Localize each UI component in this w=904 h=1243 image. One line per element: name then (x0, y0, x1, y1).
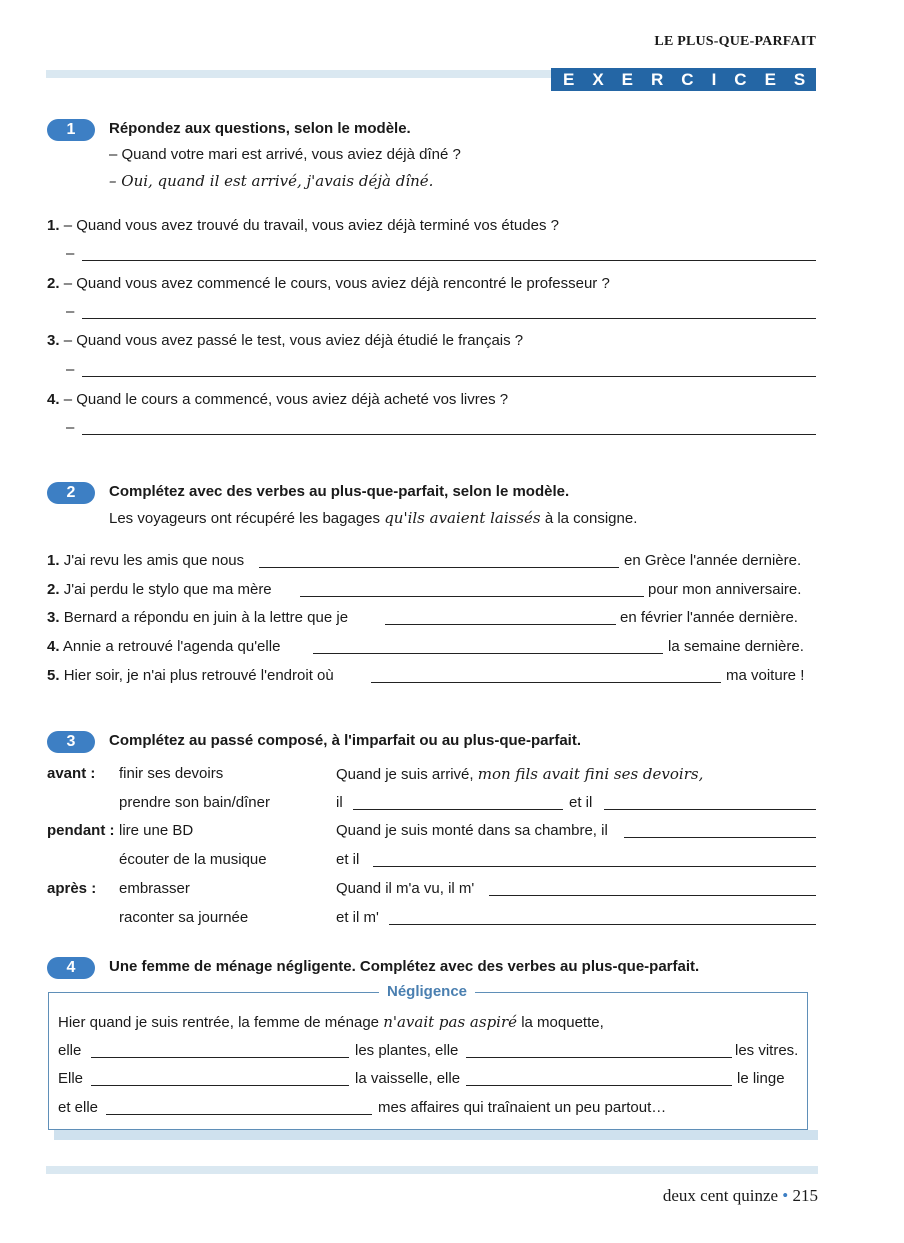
verb-cue: embrasser (119, 880, 190, 897)
answer-dash: – (66, 303, 75, 320)
exercise-4-badge: 4 (47, 957, 95, 979)
answer-dash: – (66, 245, 75, 262)
fill-blank[interactable] (489, 895, 816, 896)
fill-blank[interactable] (466, 1085, 732, 1086)
box-text: la vaisselle, elle (355, 1070, 461, 1087)
exercise-3-badge: 3 (47, 731, 95, 753)
fill-blank[interactable] (385, 624, 616, 625)
fill-blank[interactable] (91, 1085, 349, 1086)
fill-blank[interactable] (604, 809, 816, 810)
fill-blank[interactable] (313, 653, 663, 654)
fill-blank[interactable] (259, 567, 619, 568)
fill-item-end: en Grèce l'année dernière. (624, 552, 802, 569)
verb-cue: écouter de la musique (119, 851, 267, 868)
box-text: Elle (58, 1070, 84, 1087)
exercise-3-instruction: Complétez au passé composé, à l'imparfait ou au plus-que-parfait. (109, 732, 581, 749)
fill-blank[interactable] (371, 682, 721, 683)
box-shadow (54, 1130, 818, 1140)
box-text: le linge (737, 1070, 785, 1087)
fill-item-end: en février l'année dernière. (620, 609, 798, 626)
page-number: 215 (792, 1186, 818, 1205)
fill-item-label: 5. Hier soir, je n'ai plus retrouvé l'endroit où (47, 667, 334, 684)
fill-blank[interactable] (373, 866, 816, 867)
decorative-band (46, 70, 551, 78)
decorative-band (46, 1166, 818, 1174)
box-text: les plantes, elle (355, 1042, 459, 1059)
answer-line[interactable] (82, 260, 816, 261)
verb-cue: prendre son bain/dîner (119, 794, 270, 811)
sentence: Quand je suis arrivé, mon fils avait fini ses devoirs, (336, 765, 704, 783)
fill-item-end: la semaine dernière. (668, 638, 804, 655)
label-apres: après : (47, 880, 97, 897)
fill-blank[interactable] (300, 596, 644, 597)
sentence-start: et il m' (336, 909, 379, 926)
label-pendant: pendant : (47, 822, 115, 839)
page-number-words: deux cent quinze (662, 1186, 779, 1205)
sentence-mid: et il (569, 794, 593, 811)
fill-blank[interactable] (106, 1114, 372, 1115)
footer-bullet: • (782, 1186, 789, 1205)
answer-dash: – (66, 419, 75, 436)
fill-item-end: pour mon anniversaire. (648, 581, 802, 598)
box-text: les vitres. (735, 1042, 799, 1059)
verb-cue: lire une BD (119, 822, 194, 839)
fill-item-label: 2. J'ai perdu le stylo que ma mère (47, 581, 272, 598)
box-text: mes affaires qui traînaient un peu partout… (378, 1099, 667, 1116)
fill-blank[interactable] (91, 1057, 349, 1058)
verb-cue: finir ses devoirs (119, 765, 224, 782)
exercise-1-model-question: – Quand votre mari est arrivé, vous aviez déjà dîné ? (109, 146, 461, 163)
page-running-title: LE PLUS-QUE-PARFAIT (654, 34, 816, 49)
exercise-1-instruction: Répondez aux questions, selon le modèle. (109, 120, 411, 137)
fill-item-label: 1. J'ai revu les amis que nous (47, 552, 245, 569)
exercise-2-badge: 2 (47, 482, 95, 504)
exercise-4-instruction: Une femme de ménage négligente. Complétez avec des verbes au plus-que-parfait. (109, 958, 700, 975)
fill-item-label: 4. Annie a retrouvé l'agenda qu'elle (47, 638, 281, 655)
fill-item-label: 3. Bernard a répondu en juin à la lettre que je (47, 609, 349, 626)
question-item: 1. – Quand vous avez trouvé du travail, vous aviez déjà terminé vos études ? (47, 217, 559, 234)
box-line-1: Hier quand je suis rentrée, la femme de ménage n'avait pas aspiré la moquette, (58, 1013, 604, 1031)
sentence-start: il (336, 794, 343, 811)
box-text: elle (58, 1042, 82, 1059)
answer-line[interactable] (82, 434, 816, 435)
sentence-start: et il (336, 851, 360, 868)
answer-line[interactable] (82, 318, 816, 319)
exercises-banner: EXERCICES (551, 68, 816, 91)
exercise-2-model: Les voyageurs ont récupéré les bagages qu'ils avaient laissés à la consigne. (109, 509, 638, 527)
box-title: Négligence (379, 983, 475, 1001)
fill-item-end: ma voiture ! (726, 667, 805, 684)
fill-blank[interactable] (389, 924, 816, 925)
exercise-1-model-answer: – Oui, quand il est arrivé, j'avais déjà dîné. (109, 172, 434, 190)
fill-blank[interactable] (466, 1057, 732, 1058)
question-item: 2. – Quand vous avez commencé le cours, vous aviez déjà rencontré le professeur ? (47, 275, 610, 292)
sentence-start: Quand il m'a vu, il m' (336, 880, 475, 897)
question-item: 3. – Quand vous avez passé le test, vous aviez déjà étudié le français ? (47, 332, 524, 349)
answer-dash: – (66, 361, 75, 378)
verb-cue: raconter sa journée (119, 909, 249, 926)
fill-blank[interactable] (353, 809, 563, 810)
answer-line[interactable] (82, 376, 816, 377)
box-text: et elle (58, 1099, 99, 1116)
label-avant: avant : (47, 765, 96, 782)
exercise-1-badge: 1 (47, 119, 95, 141)
sentence-start: Quand je suis monté dans sa chambre, il (336, 822, 608, 839)
page-footer (663, 1186, 818, 1206)
exercise-2-instruction: Complétez avec des verbes au plus-que-parfait, selon le modèle. (109, 483, 570, 500)
question-item: 4. – Quand le cours a commencé, vous aviez déjà acheté vos livres ? (47, 391, 509, 408)
fill-blank[interactable] (624, 837, 816, 838)
